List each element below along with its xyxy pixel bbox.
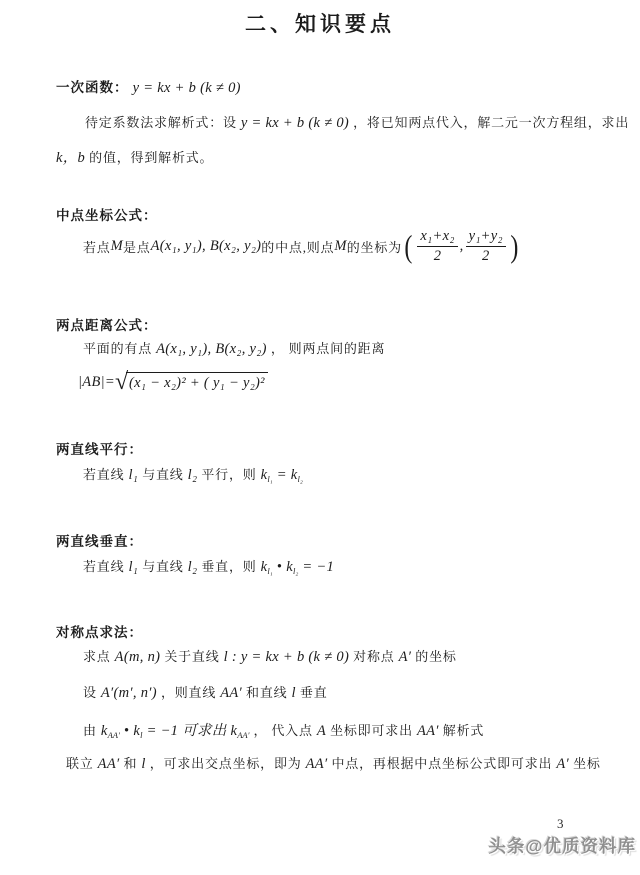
text-segment: 垂直，则 [201,559,261,574]
text-segment: 的中点,则点 [261,239,335,255]
text-segment: 垂直 [299,685,328,700]
text-segment: 与直线 [142,467,188,482]
text-segment: 关于直线 [164,649,224,664]
equals-rhs: = −1 [302,559,335,575]
text-segment: 的坐标为 [346,239,402,255]
watermark: 头条@优质资料库 [488,836,636,856]
fraction-numerator: y₁+y₂ [466,228,506,247]
slope-k1-subscript: l₁ [267,566,273,576]
text-segment: ，则直线 [160,685,221,700]
slope-k2-subscript: l₂ [292,566,299,576]
equals-sign: = [276,467,291,483]
text-segment: 若直线 [83,559,129,574]
text-segment: 中点，再根据中点坐标公式即可求出 [331,756,557,771]
slope-kAA-subscript: AA′ [107,730,120,740]
inline-formula: l [291,685,296,701]
inline-formula: AA′ [220,685,242,701]
slope-kl: k [133,723,141,739]
text-segment: 若点 [83,239,111,255]
text-segment: 联立 [66,756,98,771]
text-segment: 的值，得到解析式。 [89,150,214,165]
parallel-lines-line [83,464,303,484]
fraction-denominator: 2 [481,247,490,264]
text-segment: 和直线 [246,685,292,700]
sqrt-symbol: √ [114,369,129,395]
heading-parallel-lines: 两直线平行： [56,442,143,457]
fraction-x [417,228,457,264]
text-segment: 平面的有点 [83,341,157,356]
inline-formula: A(x₁, y₁), B(x₂, y₂) [150,237,262,254]
page-number: 3 [557,816,564,831]
text-segment: 设 [83,685,101,700]
slope-k1: k [260,559,268,575]
close-paren: ) [510,228,519,265]
slope-k1-subscript: l₁ [267,474,273,484]
multiplication-dot: • [276,559,283,575]
inline-formula: l [141,756,146,772]
heading-symmetric-point: 对称点求法： [56,625,143,640]
inline-formula: M [110,237,123,254]
linear-function-line [56,76,241,97]
inline-formula: AA′ [97,756,120,772]
heading-midpoint-formula: 中点坐标公式： [56,208,158,223]
inline-formula: l₂ [187,467,198,483]
inline-formula: l₁ [128,467,139,483]
inline-formula: y = kx + b (k ≠ 0) [240,115,350,131]
heading-perpendicular-lines: 两直线垂直： [56,534,143,549]
text-segment: ，可求出交点坐标，即为 [149,756,306,771]
fraction-numerator: x₁+x₂ [417,228,457,247]
undetermined-coefficients-line2 [56,146,213,167]
text-segment: 求点 [83,649,115,664]
inline-formula: A(x₁, y₁), B(x₂, y₂) [156,341,267,357]
inline-formula: A′ [398,649,412,665]
slope-kl-subscript: l [140,730,143,740]
text-segment: 与直线 [142,559,188,574]
open-paren: ( [404,228,413,265]
text-segment: 若直线 [83,467,129,482]
linear-function-formula: y = kx + b (k ≠ 0) [132,80,241,96]
text-segment: ， 则两点间的距离 [270,341,386,356]
fraction-y [466,228,506,264]
slope-k1: k [260,467,268,483]
inline-formula: l₁ [128,559,139,575]
slope-k2: k [286,559,293,575]
midpoint-formula-line [83,228,521,264]
slope-kAA2: k [230,723,238,739]
inline-formula: M [334,237,347,254]
text-segment: 的坐标 [415,649,457,664]
symmetric-line1 [83,646,457,666]
text-segment: ， 代入点 [253,723,317,738]
text-segment: 坐标 [573,756,601,771]
text-segment: 和 [123,756,142,771]
inline-formula: l : y = kx + b (k ≠ 0) [223,649,350,665]
text-segment: 解析式 [442,723,485,738]
slope-k2-subscript: l₂ [297,474,303,484]
inline-formula: A [316,723,327,739]
heading-linear-function: 一次函数： [56,80,129,95]
equals-text: = −1 可求出 [146,723,231,739]
inline-formula: AA′ [305,756,328,772]
symmetric-line3 [83,719,484,740]
heading-distance-formula: 两点距离公式： [56,318,158,333]
inline-formula: AA′ [416,723,439,739]
text-segment: 坐标即可求出 [330,723,417,738]
distance-points-line [83,338,385,358]
distance-formula-line [78,370,268,394]
text-segment: 是点 [123,239,151,255]
inline-formula: l₂ [187,559,198,575]
text-segment: ，将已知两点代入，解二元一次方程组，求出 [353,115,630,130]
slope-kAA2-subscript: AA′ [237,730,250,740]
symmetric-line4 [66,753,601,773]
inline-formula: A(m, n) [114,649,161,665]
text-segment: 由 [83,723,101,738]
symmetric-line2 [83,682,328,702]
slope-k2: k [290,467,298,483]
text-segment: 待定系数法求解析式：设 [85,115,241,130]
page-title: 二、知识要点 [245,12,395,36]
formula-lhs: |AB|= [78,373,115,390]
inline-formula: k，b [56,150,86,166]
text-segment: 对称点 [353,649,399,664]
inline-formula: A′(m′, n′) [100,685,157,701]
comma: , [459,237,464,254]
text-segment: 平行，则 [201,467,261,482]
inline-formula: A′ [556,756,569,772]
multiplication-dot: • [123,723,130,739]
perpendicular-lines-line [83,556,334,576]
radicand: (x₁ − x₂)² + ( y₁ − y₂)² [126,372,268,392]
undetermined-coefficients-line1 [85,112,629,132]
slope-kAA: k [100,723,108,739]
fraction-denominator: 2 [433,247,442,264]
